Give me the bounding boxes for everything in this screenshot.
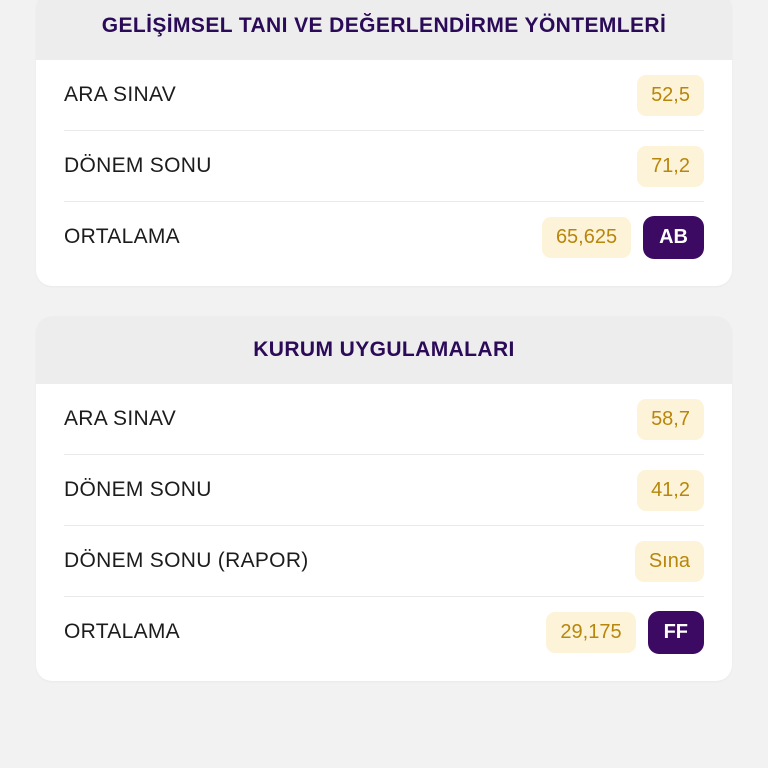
average-row-values — [542, 216, 704, 259]
card-gap — [36, 286, 732, 316]
score-badge: 41,2 — [637, 470, 704, 511]
score-badge: 71,2 — [637, 146, 704, 187]
grade-row-values — [637, 399, 704, 440]
average-row-values — [546, 611, 704, 654]
grade-row[interactable] — [64, 384, 704, 455]
grade-row-values — [635, 541, 704, 582]
grade-row-values — [637, 146, 704, 187]
grade-row-values — [637, 470, 704, 511]
average-row[interactable] — [64, 202, 704, 272]
course-grade-list — [36, 384, 732, 667]
course-card — [36, 316, 732, 681]
score-badge: 52,5 — [637, 75, 704, 116]
average-row[interactable] — [64, 597, 704, 667]
grade-row-label: DÖNEM SONU (RAPOR) — [64, 549, 309, 572]
course-card — [36, 0, 732, 286]
course-title: KURUM UYGULAMALARI — [36, 316, 732, 384]
course-grade-list — [36, 60, 732, 272]
card-bottom-spacer — [36, 272, 732, 286]
average-score-badge: 29,175 — [546, 612, 635, 653]
average-row-label: ORTALAMA — [64, 225, 180, 248]
average-score-badge: 65,625 — [542, 217, 631, 258]
score-badge: 58,7 — [637, 399, 704, 440]
grade-row-values — [637, 75, 704, 116]
card-bottom-spacer — [36, 667, 732, 681]
letter-grade-badge: FF — [648, 611, 704, 654]
average-row-label: ORTALAMA — [64, 620, 180, 643]
grade-row[interactable] — [64, 455, 704, 526]
grade-row-label: ARA SINAV — [64, 83, 177, 106]
grade-row[interactable] — [64, 60, 704, 131]
grade-row-label: DÖNEM SONU — [64, 478, 212, 501]
grade-row[interactable] — [64, 131, 704, 202]
grade-row-label: DÖNEM SONU — [64, 154, 212, 177]
course-title: GELİŞİMSEL TANI VE DEĞERLENDİRME YÖNTEMLERİ — [36, 0, 732, 60]
score-badge: Sına — [635, 541, 704, 582]
grade-row-label: ARA SINAV — [64, 407, 177, 430]
letter-grade-badge: AB — [643, 216, 704, 259]
grade-row[interactable] — [64, 526, 704, 597]
